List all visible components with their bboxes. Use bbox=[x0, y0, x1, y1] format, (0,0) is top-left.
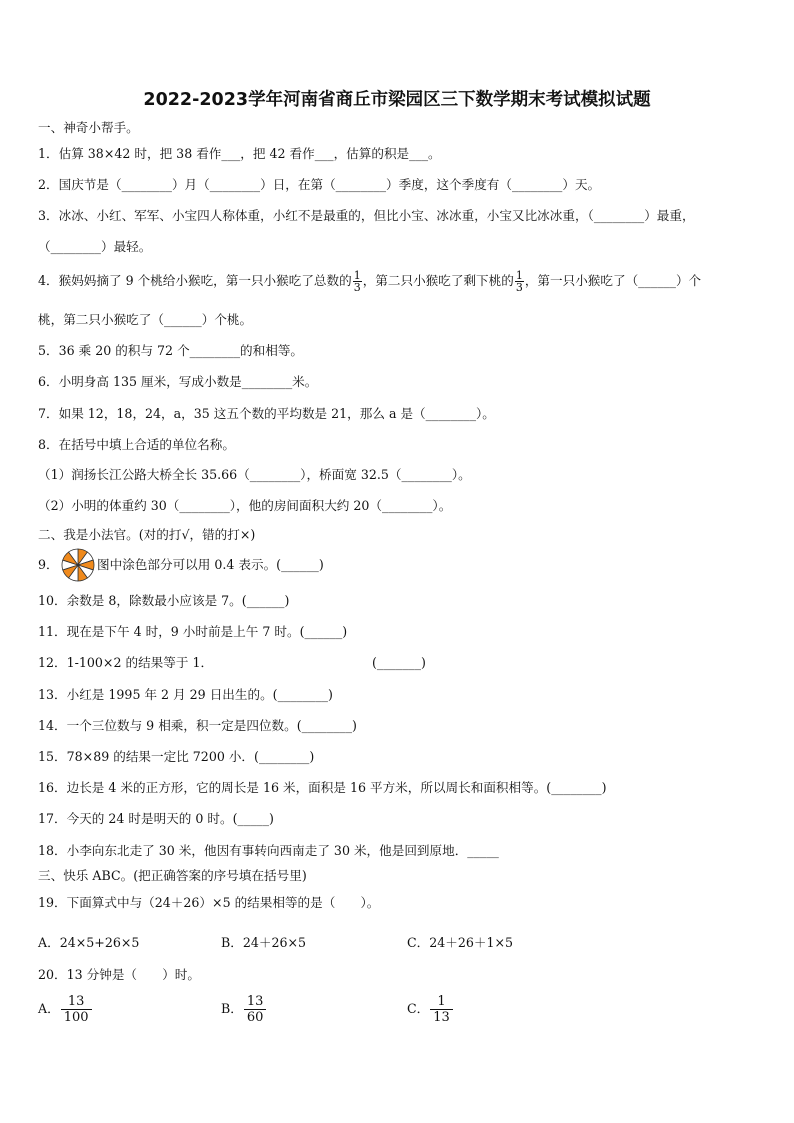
question-5: 5．36 乘 20 的积与 72 个________的和相等。 bbox=[38, 343, 304, 358]
question-7: 7．如果 12，18，24，a，35 这五个数的平均数是 21，那么 a 是（________）。 bbox=[38, 406, 495, 421]
question-4-line-1 bbox=[38, 270, 701, 293]
question-8: 8．在括号中填上合适的单位名称。 bbox=[38, 437, 235, 452]
question-11: 11．现在是下午 4 时，9 小时前是上午 7 时。(______) bbox=[38, 624, 348, 639]
question-6: 6．小明身高 135 厘米，写成小数是________米。 bbox=[38, 374, 318, 389]
q20-option-c-label: C． bbox=[407, 1001, 430, 1016]
q4-text-2: ，第二只小猴吃了剩下桃的 bbox=[362, 273, 514, 288]
q20-option-a-fraction: $\frac{13}{100}$ bbox=[61, 994, 92, 1025]
question-16: 16．边长是 4 米的正方形，它的周长是 16 米，面积是 16 平方米，所以周长和面积相等。(________) bbox=[38, 780, 607, 795]
q20-option-b bbox=[221, 994, 267, 1025]
question-9-number: 9． bbox=[38, 557, 59, 572]
question-8-1: （1）润扬长江公路大桥全长 35.66（________），桥面宽 32.5（________）。 bbox=[38, 467, 471, 482]
q20-option-b-fraction: $\frac{13}{60}$ bbox=[244, 994, 267, 1025]
question-12: 12．1-100×2 的结果等于 1． bbox=[38, 655, 214, 670]
q20-option-a bbox=[38, 994, 93, 1025]
question-13: 13．小红是 1995 年 2 月 29 日出生的。(________) bbox=[38, 687, 333, 702]
question-8-2: （2）小明的体重约 30（________），他的房间面积大约 20（________）。 bbox=[38, 498, 452, 513]
question-2: 2．国庆节是（________）月（________）日，在第（________）季度，这个季度有（________）天。 bbox=[38, 177, 601, 192]
q19-option-c: C．24＋26＋1×5 bbox=[407, 935, 514, 950]
question-1: 1．估算 38×42 时，把 38 看作___，把 42 看作___，估算的积是___。 bbox=[38, 146, 441, 161]
q20-option-c-fraction: $\frac{1}{13}$ bbox=[430, 994, 453, 1025]
q19-option-b: B．24＋26×5 bbox=[221, 935, 307, 950]
fraction-one-third-b: $\frac{1}{3}$ bbox=[515, 269, 523, 294]
question-10: 10．余数是 8，除数最小应该是 7。(______) bbox=[38, 593, 290, 608]
section-heading-1: 一、神奇小帮手。 bbox=[38, 120, 139, 135]
q4-text-3: ，第一只小猴吃了（______）个 bbox=[524, 273, 702, 288]
question-19: 19．下面算式中与（24＋26）×5 的结果相等的是（ ）。 bbox=[38, 895, 380, 910]
question-20: 20．13 分钟是（ ）时。 bbox=[38, 967, 200, 982]
q19-option-a: A．24×5+26×5 bbox=[38, 935, 140, 950]
section-heading-2: 二、我是小法官。(对的打√，错的打×) bbox=[38, 527, 256, 542]
question-18: 18．小李向东北走了 30 米，他因有事转向西南走了 30 米，他是回到原地．_____ bbox=[38, 843, 499, 858]
q4-text-1: 4．猴妈妈摘了 9 个桃给小猴吃，第一只小猴吃了总数的 bbox=[38, 273, 352, 288]
question-15: 15．78×89 的结果一定比 7200 小．(________) bbox=[38, 749, 315, 764]
shaded-circle-figure bbox=[61, 548, 95, 582]
question-3-line-1: 3．冰冰、小红、军军、小宝四人称体重，小红不是最重的，但比小宝、冰冰重，小宝又比冰冰重，（________）最重， bbox=[38, 208, 695, 223]
question-9-text: 图中涂色部分可以用 0.4 表示。(______) bbox=[97, 557, 324, 572]
q20-option-a-label: A． bbox=[38, 1001, 60, 1016]
page-title: 2022-2023学年河南省商丘市梁园区三下数学期末考试模拟试题 bbox=[143, 90, 651, 110]
q20-option-b-label: B． bbox=[221, 1001, 243, 1016]
question-4-line-2: 桃，第二只小猴吃了（______）个桃。 bbox=[38, 312, 253, 327]
question-14: 14．一个三位数与 9 相乘，积一定是四位数。(________) bbox=[38, 718, 357, 733]
section-heading-3: 三、快乐 ABC。(把正确答案的序号填在括号里) bbox=[38, 868, 307, 883]
question-3-line-2: （________）最轻。 bbox=[38, 239, 152, 254]
q20-option-c bbox=[407, 994, 454, 1025]
question-17: 17．今天的 24 时是明天的 0 时。(_____) bbox=[38, 811, 274, 826]
fraction-one-third-a: $\frac{1}{3}$ bbox=[353, 269, 361, 294]
question-12-blank: (_______) bbox=[372, 655, 426, 670]
